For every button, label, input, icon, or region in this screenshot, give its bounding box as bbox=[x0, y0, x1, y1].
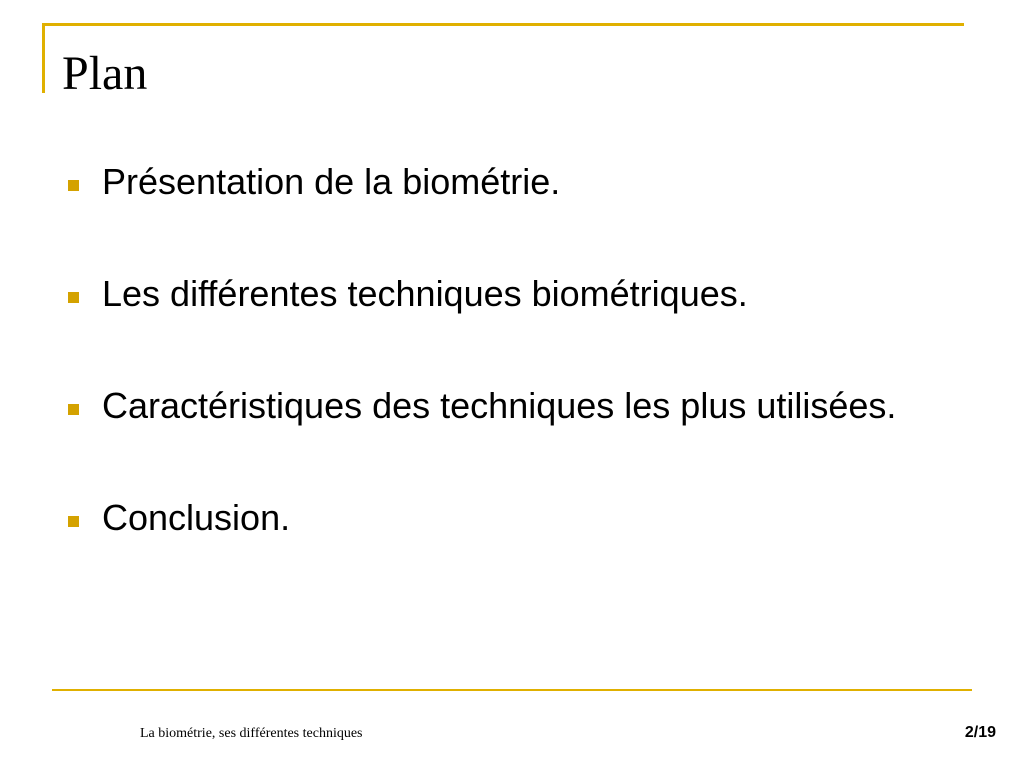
square-bullet-icon bbox=[68, 404, 79, 415]
square-bullet-icon bbox=[68, 292, 79, 303]
bullet-item bbox=[66, 382, 946, 430]
bullet-item bbox=[66, 494, 946, 542]
bullet-text: Présentation de la biométrie. bbox=[102, 161, 561, 202]
footer-rule bbox=[52, 689, 972, 691]
bullet-list bbox=[66, 158, 946, 542]
bullet-text: Les différentes techniques biométriques. bbox=[102, 273, 748, 314]
bullet-text: Caractéristiques des techniques les plus utilisées. bbox=[102, 385, 897, 426]
bullet-text: Conclusion. bbox=[102, 497, 291, 538]
square-bullet-icon bbox=[68, 516, 79, 527]
top-horizontal-rule bbox=[42, 23, 964, 26]
square-bullet-icon bbox=[68, 180, 79, 191]
bullet-item bbox=[66, 270, 946, 318]
slide-title: Plan bbox=[62, 47, 148, 100]
page-number: 2/19 bbox=[964, 724, 996, 741]
top-vertical-rule bbox=[42, 23, 45, 93]
footer-title: La biométrie, ses différentes techniques bbox=[140, 726, 363, 741]
bullet-item bbox=[66, 158, 946, 206]
